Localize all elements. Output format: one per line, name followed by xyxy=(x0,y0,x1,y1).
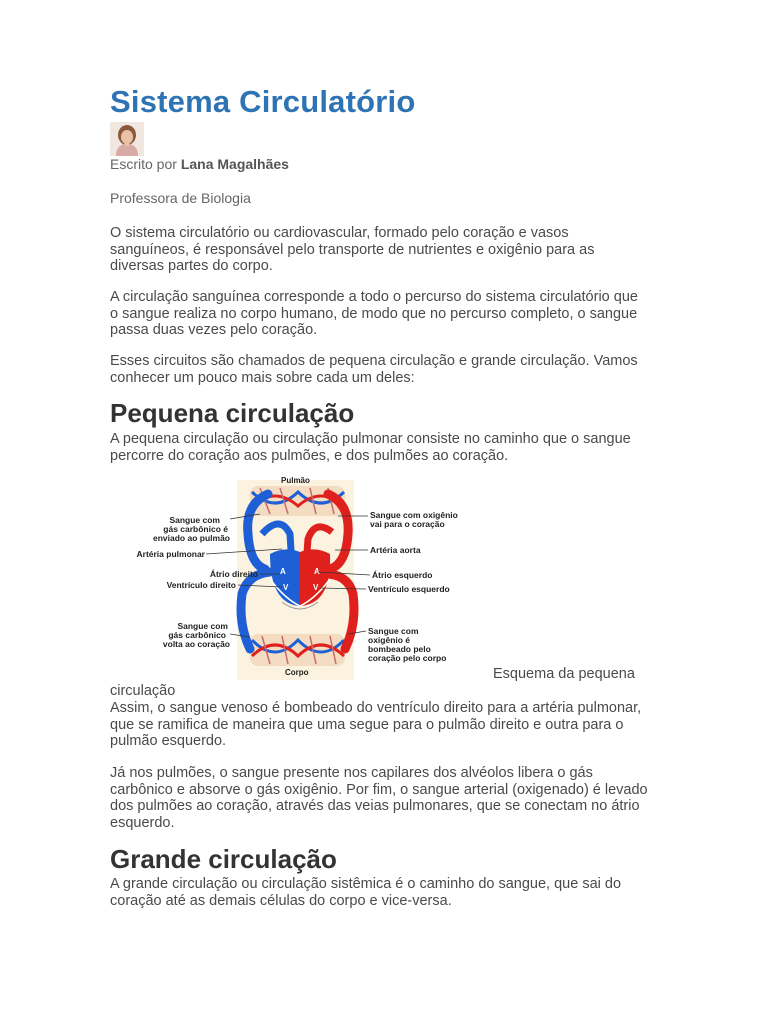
label-co2-return-2: gás carbônico xyxy=(168,630,226,640)
author-avatar xyxy=(110,122,144,156)
chamber-lv: V xyxy=(313,583,319,592)
label-left-ventricle: Ventrículo esquerdo xyxy=(368,584,450,594)
section-heading-grande: Grande circulação xyxy=(110,844,337,874)
intro-paragraph-3: Esses circuitos são chamados de pequena circulação e grande circulação. Vamos conhecer um pouco mais sobre cada um deles: xyxy=(110,353,638,386)
label-aorta: Artéria aorta xyxy=(370,545,421,555)
chamber-rv: V xyxy=(283,583,289,592)
diagram-caption-right: Esquema da pequena xyxy=(493,666,635,682)
author-role: Professora de Biologia xyxy=(110,190,251,206)
section2-intro: A grande circulação ou circulação sistêmica é o caminho do sangue, que sai do coração até as demais células do corpo e vice-versa. xyxy=(110,876,622,909)
label-pulmao: Pulmão xyxy=(281,476,310,485)
body-capillaries xyxy=(250,634,345,666)
intro-paragraph-2: A circulação sanguínea corresponde a todo o percurso do sistema circulatório que o sangue realiza no corpo humano, de modo que no percurso completo, o sangue passa duas vezes pelo coração. xyxy=(110,289,638,338)
label-right-ventricle: Ventrículo direito xyxy=(166,580,236,590)
section1-paragraph-1: Assim, o sangue venoso é bombeado do ventrículo direito para a artéria pulmonar, que se ramifica de maneira que uma segue para o pulmão direito e outra para o pulmão esquerdo. xyxy=(110,700,642,749)
label-co2-return-3: volta ao coração xyxy=(162,639,230,649)
label-pulmonary-artery: Artéria pulmonar xyxy=(136,549,205,559)
page-title: Sistema Circulatório xyxy=(110,84,416,119)
chamber-ra: A xyxy=(280,567,286,576)
circulation-diagram xyxy=(110,474,500,684)
label-co2-lung-1: Sangue com xyxy=(169,515,220,525)
author-name[interactable]: Lana Magalhães xyxy=(180,156,289,172)
chamber-la: A xyxy=(314,567,320,576)
label-o2-heart-2: vai para o coração xyxy=(370,519,445,529)
diagram-caption-left: circulação xyxy=(110,683,176,699)
label-o2-pumped-1: Sangue com xyxy=(368,626,419,636)
label-co2-lung-3: enviado ao pulmão xyxy=(153,533,230,543)
section1-intro: A pequena circulação ou circulação pulmonar consiste no caminho que o sangue percorre do coração aos pulmões, e dos pulmões ao coração. xyxy=(110,431,631,464)
section1-paragraph-2: Já nos pulmões, o sangue presente nos capilares dos alvéolos libera o gás carbônico e absorve o gás oxigênio. Por fim, o sangue arterial (oxigenado) é levado dos pulmões ao coração, através das veias pulmonares, que se conectam no átrio esquerdo. xyxy=(110,765,648,831)
section-heading-pequena: Pequena circulação xyxy=(110,398,355,428)
label-o2-heart-1: Sangue com oxigênio xyxy=(370,510,458,520)
label-o2-pumped-2: oxigênio é xyxy=(368,635,411,645)
author-prefix: Escrito por xyxy=(110,156,181,172)
label-right-atrium: Átrio direito xyxy=(209,569,258,579)
author-byline xyxy=(110,156,289,172)
label-corpo: Corpo xyxy=(285,668,309,677)
intro-paragraph-1: O sistema circulatório ou cardiovascular, formado pelo coração e vasos sanguíneos, é responsável pelo transporte de nutrientes e oxigênio para as diversas partes do corpo. xyxy=(110,225,595,274)
label-o2-pumped-4: coração pelo corpo xyxy=(368,653,447,663)
label-o2-pumped-3: bombeado pelo xyxy=(368,644,431,654)
label-left-atrium: Átrio esquerdo xyxy=(372,570,433,580)
label-co2-lung-2: gás carbônico é xyxy=(163,524,228,534)
label-co2-return-1: Sangue com xyxy=(177,621,228,631)
